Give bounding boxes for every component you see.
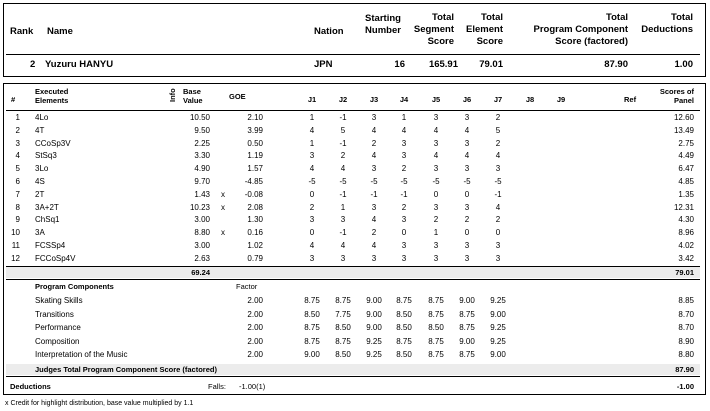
element-judge-4: 1 xyxy=(401,113,407,122)
component-panel-score: 8.70 xyxy=(678,309,694,319)
component-factor: 2.00 xyxy=(247,350,263,359)
component-judge-1: 8.50 xyxy=(304,309,320,319)
component-judge-2: 8.75 xyxy=(335,296,351,305)
deductions-total: -1.00 xyxy=(676,382,694,391)
element-judge-5: 3 xyxy=(433,138,439,148)
component-judge-4: 8.75 xyxy=(396,336,412,346)
element-judge-6: 3 xyxy=(464,202,470,212)
component-judge-5: 8.75 xyxy=(428,336,444,346)
element-goe: 1.30 xyxy=(247,215,263,225)
element-judge-6: 0 xyxy=(464,228,470,238)
header-divider xyxy=(6,54,700,55)
element-number: 2 xyxy=(15,125,20,135)
element-bonus-marker: x xyxy=(221,202,225,212)
element-judge-3: 4 xyxy=(371,125,377,135)
element-goe: 1.19 xyxy=(247,151,263,161)
element-judge-4: -5 xyxy=(400,177,408,186)
element-base-value: 9.70 xyxy=(194,177,210,186)
base-value-header: Base Value xyxy=(183,87,203,105)
component-judge-6: 9.00 xyxy=(459,296,475,305)
component-judge-5: 8.75 xyxy=(428,296,444,305)
component-panel-score: 8.70 xyxy=(678,323,694,332)
element-judge-6: -5 xyxy=(463,177,471,186)
element-goe: 0.79 xyxy=(247,253,263,263)
deductions-label: Deductions xyxy=(10,382,51,391)
element-judge-2: 5 xyxy=(340,125,346,135)
element-panel-score: 4.30 xyxy=(678,215,694,225)
element-judge-4: 3 xyxy=(401,241,407,250)
element-judge-2: 2 xyxy=(340,151,346,161)
element-judge-5: 3 xyxy=(433,253,439,263)
element-goe: 0.16 xyxy=(247,228,263,238)
element-name: 2T xyxy=(35,189,45,199)
element-name: FCCoSp4V xyxy=(35,253,76,263)
element-judge-3: 4 xyxy=(371,151,377,161)
element-judge-4: 3 xyxy=(401,215,407,225)
element-judge-7: 3 xyxy=(495,253,501,263)
total-element-score-header: Total Element Score xyxy=(466,12,503,47)
element-judge-6: 3 xyxy=(464,113,470,122)
element-judge-7: 0 xyxy=(495,228,501,238)
component-name: Transitions xyxy=(35,309,74,319)
element-judge-5: 4 xyxy=(433,151,439,161)
element-judge-6: 2 xyxy=(464,215,470,225)
component-judge-7: 9.25 xyxy=(490,323,506,332)
component-judge-2: 8.50 xyxy=(335,350,351,359)
component-judge-7: 9.25 xyxy=(490,296,506,305)
element-name: 3A+2T xyxy=(35,202,59,212)
falls-label: Falls: xyxy=(208,382,226,391)
element-panel-score: 4.85 xyxy=(678,177,694,186)
element-judge-3: 4 xyxy=(371,241,377,250)
element-judge-5: 1 xyxy=(433,228,439,238)
judge-header-3: J3 xyxy=(369,95,379,104)
nation-header: Nation xyxy=(314,26,344,37)
skater-program-component-score: 87.90 xyxy=(604,59,628,70)
component-panel-score: 8.90 xyxy=(678,336,694,346)
element-judge-2: -1 xyxy=(339,228,347,238)
skater-total-segment-score: 165.91 xyxy=(428,59,458,70)
element-judge-1: 4 xyxy=(309,125,315,135)
element-judge-2: 3 xyxy=(340,215,346,225)
judge-header-2: J2 xyxy=(338,95,348,104)
element-panel-score: 4.02 xyxy=(678,241,694,250)
element-panel-score: 6.47 xyxy=(678,164,694,174)
element-judge-7: -1 xyxy=(494,189,502,199)
footnote: x Credit for highlight distribution, base value multiplied by 1.1 xyxy=(5,400,194,407)
components-divider xyxy=(6,279,700,280)
element-judge-4: 3 xyxy=(401,253,407,263)
element-base-value: 1.43 xyxy=(194,189,210,199)
element-judge-7: 3 xyxy=(495,241,501,250)
component-judge-6: 8.75 xyxy=(459,323,475,332)
element-judge-1: 3 xyxy=(309,253,315,263)
judge-header-8: J8 xyxy=(525,95,535,104)
element-panel-score: 8.96 xyxy=(678,228,694,238)
element-number: 1 xyxy=(15,113,20,122)
element-judge-3: 4 xyxy=(371,215,377,225)
element-base-value: 10.50 xyxy=(189,113,210,122)
element-number: 7 xyxy=(15,189,20,199)
component-panel-score: 8.85 xyxy=(678,296,694,305)
element-judge-1: 1 xyxy=(309,138,315,148)
element-goe: 1.02 xyxy=(247,241,263,250)
element-judge-1: 2 xyxy=(309,202,315,212)
components-total-label: Judges Total Program Component Score (factored) xyxy=(35,365,217,374)
element-bonus-marker: x xyxy=(221,189,225,199)
element-judge-4: 3 xyxy=(401,138,407,148)
element-judge-4: -1 xyxy=(400,189,408,199)
element-judge-3: -5 xyxy=(370,177,378,186)
falls-value: -1.00(1) xyxy=(239,382,266,391)
component-judge-6: 9.00 xyxy=(459,336,475,346)
component-judge-4: 8.75 xyxy=(396,296,412,305)
skater-name: Yuzuru HANYU xyxy=(45,59,114,70)
element-judge-5: 3 xyxy=(433,202,439,212)
element-judge-1: 3 xyxy=(309,215,315,225)
element-judge-7: 4 xyxy=(495,151,501,161)
executed-elements-header: Executed Elements xyxy=(35,87,69,105)
component-judge-2: 8.50 xyxy=(335,323,351,332)
element-judge-6: 3 xyxy=(464,253,470,263)
element-judge-3: -1 xyxy=(370,189,378,199)
program-component-score-header: Total Program Component Score (factored) xyxy=(533,12,628,47)
element-name: ChSq1 xyxy=(35,215,60,225)
component-name: Composition xyxy=(35,336,80,346)
element-judge-6: 3 xyxy=(464,164,470,174)
element-judge-1: 0 xyxy=(309,228,315,238)
skater-total-deductions: 1.00 xyxy=(674,59,693,70)
element-judge-5: 4 xyxy=(433,125,439,135)
goe-header: GOE xyxy=(229,92,246,101)
element-panel-score: 12.31 xyxy=(673,202,694,212)
element-judge-1: 3 xyxy=(309,151,315,161)
components-total-score: 87.90 xyxy=(675,365,694,374)
element-judge-5: 2 xyxy=(433,215,439,225)
component-name: Interpretation of the Music xyxy=(35,350,128,359)
ref-header: Ref xyxy=(624,95,637,104)
judge-header-7: J7 xyxy=(493,95,503,104)
component-factor: 2.00 xyxy=(247,309,263,319)
element-base-value: 8.80 xyxy=(194,228,210,238)
rank-header: Rank xyxy=(10,26,34,37)
starting-number-header: Starting Number xyxy=(365,13,401,36)
component-judge-3: 9.25 xyxy=(366,350,382,359)
element-number: 12 xyxy=(11,253,20,263)
element-base-value: 3.00 xyxy=(194,241,210,250)
element-goe: 2.08 xyxy=(247,202,263,212)
element-number: 6 xyxy=(15,177,20,186)
element-panel-score: 3.42 xyxy=(678,253,694,263)
element-judge-5: 3 xyxy=(433,241,439,250)
element-name: 4S xyxy=(35,177,45,186)
element-judge-5: -5 xyxy=(432,177,440,186)
element-judge-1: 1 xyxy=(309,113,315,122)
element-judge-6: 4 xyxy=(464,125,470,135)
skater-nation: JPN xyxy=(314,59,333,70)
component-judge-2: 8.75 xyxy=(335,336,351,346)
element-name: 4T xyxy=(35,125,45,135)
element-goe: 0.50 xyxy=(247,138,263,148)
element-base-value: 3.30 xyxy=(194,151,210,161)
element-number: 5 xyxy=(15,164,20,174)
element-judge-5: 0 xyxy=(433,189,439,199)
element-judge-2: -5 xyxy=(339,177,347,186)
element-judge-6: 3 xyxy=(464,241,470,250)
element-goe: -4.85 xyxy=(244,177,263,186)
element-judge-7: 5 xyxy=(495,125,501,135)
judge-header-1: J1 xyxy=(307,95,317,104)
component-judge-4: 8.50 xyxy=(396,350,412,359)
component-factor: 2.00 xyxy=(247,296,263,305)
judge-header-5: J5 xyxy=(431,95,441,104)
element-judge-7: 2 xyxy=(495,113,501,122)
component-judge-5: 8.50 xyxy=(428,323,444,332)
component-name: Skating Skills xyxy=(35,296,83,305)
component-judge-1: 9.00 xyxy=(304,350,320,359)
element-judge-1: 4 xyxy=(309,241,315,250)
element-judge-3: 2 xyxy=(371,138,377,148)
element-number-header: # xyxy=(11,95,16,104)
component-judge-5: 8.75 xyxy=(428,350,444,359)
element-judge-4: 2 xyxy=(401,202,407,212)
element-number: 9 xyxy=(15,215,20,225)
element-base-value: 4.90 xyxy=(194,164,210,174)
component-judge-4: 8.50 xyxy=(396,309,412,319)
component-judge-3: 9.00 xyxy=(366,309,382,319)
total-deductions-header: Total Deductions xyxy=(641,12,693,35)
element-name: CCoSp3V xyxy=(35,138,71,148)
elements-total-base: 69.24 xyxy=(191,268,210,277)
element-judge-7: 3 xyxy=(495,164,501,174)
element-name: 3A xyxy=(35,228,45,238)
element-base-value: 3.00 xyxy=(194,215,210,225)
element-name: StSq3 xyxy=(35,151,57,161)
program-components-header: Program Components xyxy=(35,282,114,291)
element-number: 11 xyxy=(11,241,20,250)
element-judge-5: 3 xyxy=(433,164,439,174)
element-panel-score: 2.75 xyxy=(678,138,694,148)
element-judge-2: 1 xyxy=(340,202,346,212)
name-header: Name xyxy=(47,26,73,37)
element-number: 4 xyxy=(15,151,20,161)
element-judge-5: 3 xyxy=(433,113,439,122)
skater-starting-number: 16 xyxy=(394,59,405,70)
element-judge-4: 4 xyxy=(401,125,407,135)
component-judge-3: 9.25 xyxy=(366,336,382,346)
element-judge-7: 2 xyxy=(495,215,501,225)
judge-header-4: J4 xyxy=(399,95,409,104)
component-factor: 2.00 xyxy=(247,323,263,332)
element-goe: -0.08 xyxy=(244,189,263,199)
element-judge-3: 3 xyxy=(371,202,377,212)
element-judge-1: -5 xyxy=(308,177,316,186)
component-judge-5: 8.75 xyxy=(428,309,444,319)
component-judge-1: 8.75 xyxy=(304,336,320,346)
element-number: 10 xyxy=(11,228,20,238)
element-judge-3: 3 xyxy=(371,113,377,122)
component-judge-1: 8.75 xyxy=(304,296,320,305)
element-base-value: 2.63 xyxy=(194,253,210,263)
element-judge-2: -1 xyxy=(339,113,347,122)
skater-total-element-score: 79.01 xyxy=(479,59,503,70)
element-panel-score: 4.49 xyxy=(678,151,694,161)
component-judge-6: 8.75 xyxy=(459,309,475,319)
element-judge-6: 3 xyxy=(464,138,470,148)
component-judge-6: 8.75 xyxy=(459,350,475,359)
element-judge-2: 3 xyxy=(340,253,346,263)
element-judge-7: -5 xyxy=(494,177,502,186)
component-judge-7: 9.00 xyxy=(490,350,506,359)
component-name: Performance xyxy=(35,323,81,332)
element-name: 3Lo xyxy=(35,164,49,174)
info-header: Info xyxy=(168,88,177,102)
component-panel-score: 8.80 xyxy=(678,350,694,359)
element-judge-6: 0 xyxy=(464,189,470,199)
element-judge-2: 4 xyxy=(340,241,346,250)
judge-header-6: J6 xyxy=(462,95,472,104)
scores-of-panel-header: Scores of Panel xyxy=(659,87,694,105)
component-judge-2: 7.75 xyxy=(335,309,351,319)
element-goe: 3.99 xyxy=(247,125,263,135)
element-goe: 1.57 xyxy=(247,164,263,174)
component-judge-7: 9.25 xyxy=(490,336,506,346)
element-judge-4: 0 xyxy=(401,228,407,238)
elements-header-divider xyxy=(6,110,700,111)
element-judge-7: 2 xyxy=(495,138,501,148)
element-panel-score: 12.60 xyxy=(673,113,694,122)
element-judge-4: 3 xyxy=(401,151,407,161)
element-judge-3: 3 xyxy=(371,253,377,263)
component-factor: 2.00 xyxy=(247,336,263,346)
element-judge-6: 4 xyxy=(464,151,470,161)
deductions-divider xyxy=(6,376,700,377)
component-judge-7: 9.00 xyxy=(490,309,506,319)
elements-total-score: 79.01 xyxy=(675,268,694,277)
element-name: FCSSp4 xyxy=(35,241,66,250)
factor-header: Factor xyxy=(236,282,258,291)
component-judge-3: 9.00 xyxy=(366,296,382,305)
element-base-value: 2.25 xyxy=(194,138,210,148)
element-judge-1: 4 xyxy=(309,164,315,174)
element-panel-score: 13.49 xyxy=(673,125,694,135)
element-judge-3: 2 xyxy=(371,228,377,238)
element-bonus-marker: x xyxy=(221,228,225,238)
element-judge-2: 4 xyxy=(340,164,346,174)
total-segment-score-header: Total Segment Score xyxy=(413,12,454,47)
element-base-value: 10.23 xyxy=(189,202,210,212)
element-base-value: 9.50 xyxy=(194,125,210,135)
element-judge-4: 2 xyxy=(401,164,407,174)
element-number: 8 xyxy=(15,202,20,212)
element-goe: 2.10 xyxy=(247,113,263,122)
element-judge-7: 4 xyxy=(495,202,501,212)
element-judge-2: -1 xyxy=(339,189,347,199)
element-judge-3: 3 xyxy=(371,164,377,174)
element-number: 3 xyxy=(15,138,20,148)
component-judge-1: 8.75 xyxy=(304,323,320,332)
element-judge-2: -1 xyxy=(339,138,347,148)
elements-total-row xyxy=(6,267,700,278)
element-judge-1: 0 xyxy=(309,189,315,199)
component-judge-4: 8.50 xyxy=(396,323,412,332)
element-panel-score: 1.35 xyxy=(678,189,694,199)
component-judge-3: 9.00 xyxy=(366,323,382,332)
skater-rank: 2 xyxy=(30,59,36,70)
element-name: 4Lo xyxy=(35,113,49,122)
judge-header-9: J9 xyxy=(556,95,566,104)
